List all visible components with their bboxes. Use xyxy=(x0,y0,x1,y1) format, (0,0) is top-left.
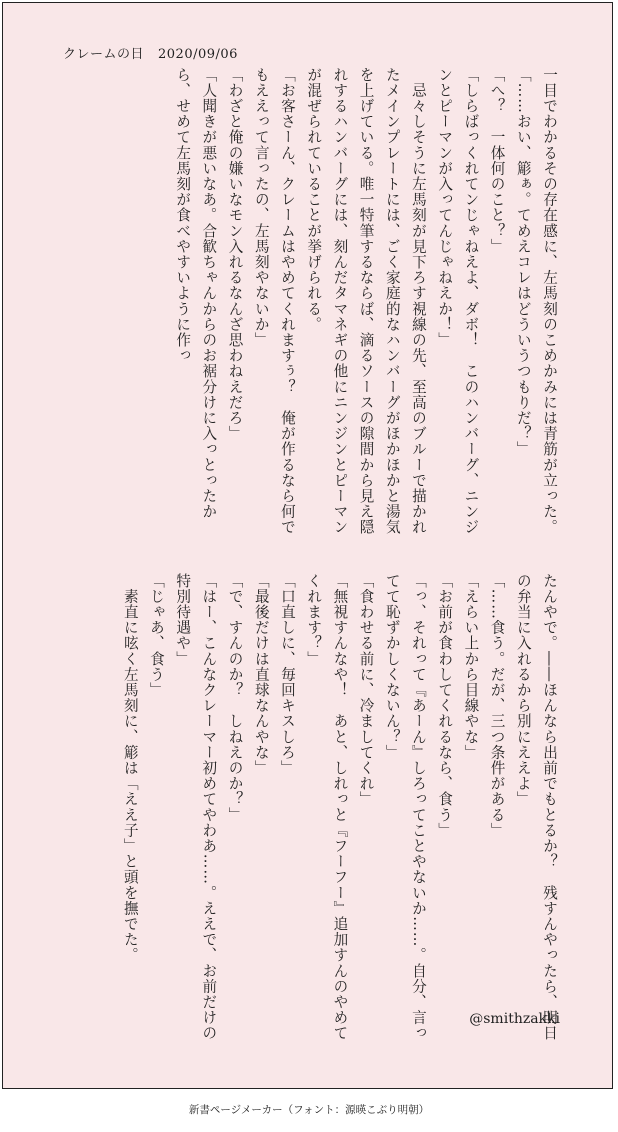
text-column-top xyxy=(62,67,562,537)
paragraph: 「……食う。だが、三つ条件がある」 xyxy=(488,573,506,839)
paragraph: 「っ、それって『あーん』しろってことやないか……。自分、言ってて恥ずかしくないん？」 xyxy=(383,573,427,1041)
paragraph: 「じゃあ、食う」 xyxy=(147,573,165,698)
story-title: クレームの日 xyxy=(63,47,145,62)
paragraph: 「わざと俺の嫌いなモン入れるなんざ思わねえだろ」 xyxy=(226,67,244,442)
paragraph: 素直に呟く左馬刻に、簓は「ええ子」と頭を撫でた。 xyxy=(121,573,139,963)
text-column-bottom xyxy=(62,573,562,1043)
paragraph: 「食わせる前に、冷ましてくれ」 xyxy=(357,573,375,807)
paragraph: 「最後だけは直球なんやな」 xyxy=(252,573,270,776)
paragraph: 「お客さーん、クレームはやめてくれますぅ？ 俺が作るなら何でもええって言ったの、左馬刻やないか」 xyxy=(252,67,296,535)
paragraph: 「へ？ 一体何のこと？」 xyxy=(488,67,506,255)
paragraph: 一目でわかるその存在感に、左馬刻のこめかみには青筋が立った。 xyxy=(541,67,558,535)
paragraph: 「無視すんなや！ あと、しれっと『フーフー』追加すんのやめてくれます？」 xyxy=(305,573,349,1041)
story-date: 2020/09/06 xyxy=(158,47,238,62)
paragraph: 「はー、こんなクレーマー初めてやわあ……。ええで、お前だけの特別待遇や」 xyxy=(174,573,218,1041)
author-handle: @smithzakki xyxy=(469,1011,560,1027)
paragraph: 「……おい、簓ぁ。てめえコレはどういうつもりだ？」 xyxy=(514,67,532,457)
paragraph: 「人聞きが悪いなあ。合歓ちゃんからのお裾分けに入っとったから、せめて左馬刻が食べやすいように作っ xyxy=(174,67,218,520)
page-header xyxy=(63,43,238,62)
generator-credit: 新書ページメーカー（フォント：源暎こぶり明朝） xyxy=(188,1104,430,1116)
paragraph: 「しらばっくれてンじゃねえよ、ダボ！ このハンバーグ、ニンジンとピーマンが入ってんじゃねえか！」 xyxy=(436,67,480,535)
paragraph: 「お前が食わしてくれるなら、食う」 xyxy=(436,573,454,839)
paragraph: たんやで。――ほんなら出前でもとるか？ 残すんやったら、明日の弁当に入れるから別にええよ」 xyxy=(514,573,558,1041)
paragraph: 「えらい上から目線やな」 xyxy=(462,573,480,761)
book-page xyxy=(2,2,613,1089)
paragraph: 「で、すんのか？ しねえのか？」 xyxy=(226,573,244,823)
paragraph: 「口直しに、毎回キスしろ」 xyxy=(278,573,296,776)
paragraph: 忌々しそうに左馬刻が見下ろす視線の先、至高のブルーで描かれたメインプレートには、ごく家庭的なハンバーグがほかほかと湯気を上げている。唯一特筆するならば、滴るソースの隙間から見え隠れするハンバーグには、刻んだタマネギの他にニンジンとピーマンが混ぜられていることが挙げられる。 xyxy=(305,67,427,535)
